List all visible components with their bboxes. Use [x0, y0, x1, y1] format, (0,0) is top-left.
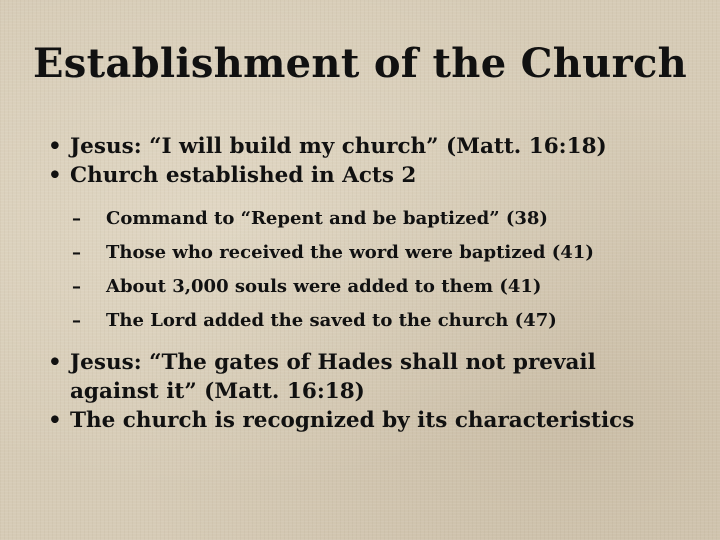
dash-icon: –: [72, 242, 81, 263]
slide-title: Establishment of the Church: [33, 40, 687, 87]
sub-bullet-item: [72, 236, 688, 270]
dash-icon: –: [72, 310, 81, 331]
bullet-icon: •: [48, 134, 62, 159]
bullet-text: Jesus: “I will build my church” (Matt. 16:18): [70, 134, 607, 159]
dash-icon: –: [72, 276, 81, 297]
bullet-icon: •: [48, 408, 62, 433]
slide-content: [48, 132, 688, 435]
bullet-text: The church is recognized by its characteristics: [70, 408, 635, 433]
sub-bullet-text: Those who received the word were baptized (41): [106, 242, 594, 263]
bullet-text: Church established in Acts 2: [70, 163, 417, 188]
sub-bullet-item: [72, 202, 688, 236]
bullet-item: [48, 406, 688, 435]
bullet-icon: •: [48, 350, 62, 375]
bullet-text: Jesus: “The gates of Hades shall not prevail against it” (Matt. 16:18): [70, 350, 596, 404]
bullet-item: [48, 348, 688, 406]
dash-icon: –: [72, 208, 81, 229]
sub-bullet-text: The Lord added the saved to the church (47): [106, 310, 557, 331]
sub-bullet-text: About 3,000 souls were added to them (41): [106, 276, 542, 297]
bullet-item: [48, 132, 688, 161]
sub-bullet-item: [72, 304, 688, 338]
sub-bullet-list: [48, 202, 688, 338]
bullet-item: [48, 161, 688, 190]
sub-bullet-item: [72, 270, 688, 304]
bullet-icon: •: [48, 163, 62, 188]
sub-bullet-text: Command to “Repent and be baptized” (38): [106, 208, 548, 229]
